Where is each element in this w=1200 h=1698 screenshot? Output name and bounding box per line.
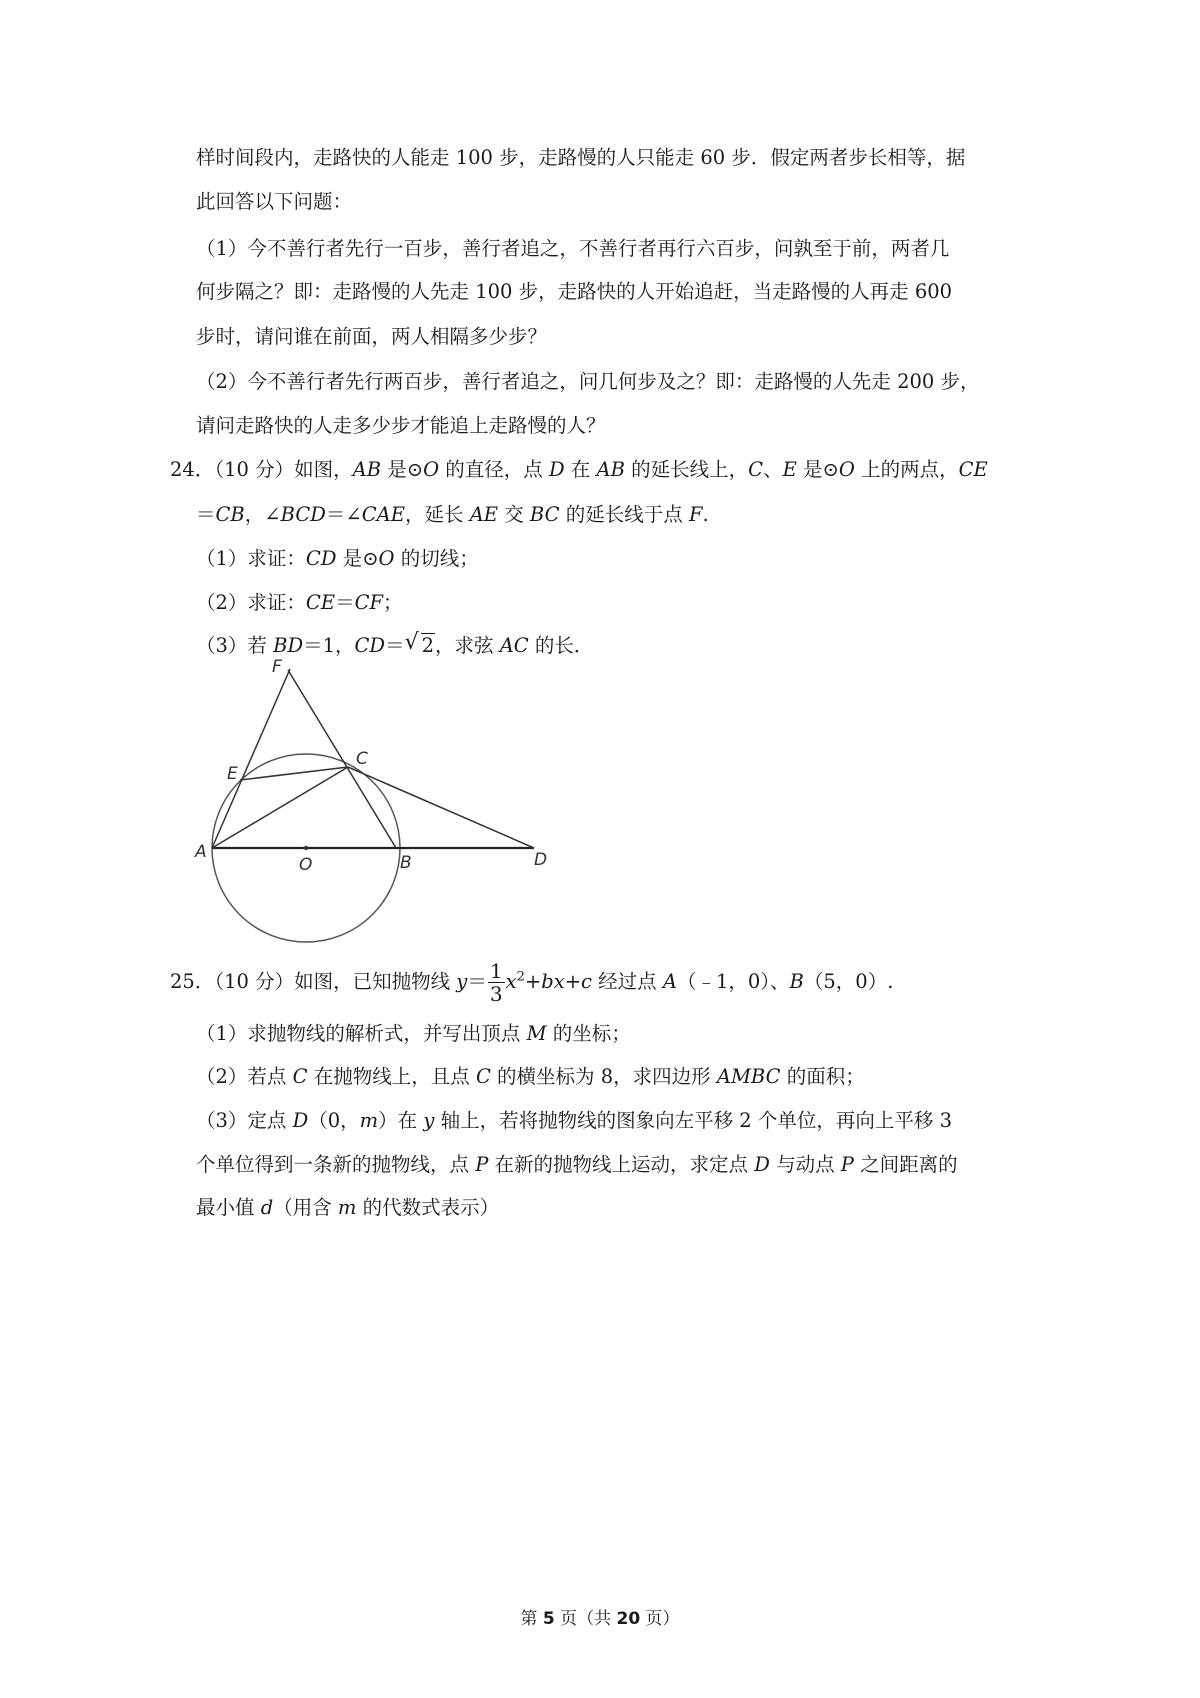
p25-var: y: [456, 970, 468, 993]
p25-text: 与动点: [769, 1153, 841, 1176]
p25-var: b: [541, 970, 554, 993]
exponent: 2: [516, 969, 525, 985]
p24-var: AC: [499, 634, 529, 657]
p24-var: CD: [354, 634, 386, 657]
footer-text: 页（共: [554, 1609, 617, 1629]
label-f: F: [272, 657, 282, 677]
footer-text: 第: [520, 1609, 543, 1629]
p24-text: ＝: [335, 591, 355, 614]
p24-q3: [196, 630, 594, 658]
sqrt-expression: [404, 630, 435, 658]
p25-var: y: [423, 1109, 435, 1132]
p25-text: 如图，已知抛物线: [294, 970, 457, 993]
p25-text: +: [524, 970, 542, 993]
p25-text: 的面积；: [780, 1065, 865, 1088]
p24-var: C: [748, 458, 764, 481]
p24-text: 交: [498, 503, 530, 526]
p24-text: 是: [796, 458, 823, 481]
p24-score: （10 分）: [214, 458, 295, 481]
p25-var: d: [260, 1196, 274, 1219]
p24-var: O: [423, 458, 440, 481]
p24-var: O: [838, 458, 855, 481]
p25-text: 经过点: [591, 970, 663, 993]
p24-text: （2）求证：: [196, 591, 306, 614]
p25-q1: [196, 1022, 631, 1046]
line-fb: [288, 670, 396, 848]
p24-text: 如图，: [294, 458, 353, 481]
angle-symbol: ∠: [264, 503, 281, 526]
p23-q2-line2: 请问走路快的人走多少步才能追上走路慢的人？: [196, 414, 606, 437]
page-number: 5: [542, 1609, 555, 1629]
label-o: O: [299, 855, 313, 875]
p24-var: BC: [529, 503, 560, 526]
p25-q3-line3: [196, 1196, 499, 1220]
p25-var: C: [475, 1065, 491, 1088]
p24-text: 是: [381, 458, 407, 481]
p25-text: ＝: [467, 970, 487, 993]
p24-q2: [196, 591, 403, 615]
p25-text: 个单位得到一条新的抛物线，点: [196, 1153, 476, 1176]
p24-q1: [196, 547, 479, 571]
p25-text: （用含: [273, 1196, 338, 1219]
p24-var: CE: [958, 458, 988, 481]
p25-q3-line1: [196, 1109, 953, 1133]
p23-q1-line1: （1）今不善行者先行一百步，善行者追之，不善行者再行六百步，问孰至于前，两者几: [196, 237, 950, 260]
p25-text: 的代数式表示）: [356, 1196, 500, 1219]
p24-var: F: [688, 503, 703, 526]
p25-text: （﹣1，0）、: [676, 970, 790, 993]
p25-text: 的横坐标为 8，求四边形: [490, 1065, 717, 1088]
p24-text: ，延长: [404, 503, 470, 526]
p24-var: CF: [354, 591, 384, 614]
p25-text: （2）若点: [196, 1065, 293, 1088]
label-d: D: [534, 850, 548, 870]
p25-var: AMBC: [716, 1065, 781, 1088]
p23-q2-line1: （2）今不善行者先行两百步，善行者追之，问几何步及之？即：走路慢的人先走 200 步，: [196, 370, 980, 393]
circle-symbol: ⊙: [406, 458, 424, 481]
p24-text: ＝: [385, 634, 405, 657]
p23-q1-line3: 步时，请问谁在前面，两人相隔多少步？: [196, 325, 548, 348]
p25-text: 的坐标；: [546, 1022, 631, 1045]
p23-q1-line2: 何步隔之？即：走路慢的人先走 100 步，走路快的人开始追赶，当走路慢的人再走 600: [196, 280, 953, 303]
p25-var: D: [292, 1109, 309, 1132]
center-point: [304, 846, 308, 850]
p24-var: AB: [596, 458, 625, 481]
fraction-numerator: 1: [489, 959, 503, 983]
p23-line1: 样时间段内，走路快的人能走 100 步，走路慢的人只能走 60 步．假定两者步长相等，据: [196, 146, 966, 169]
total-pages: 20: [616, 1609, 641, 1629]
angle-symbol: ∠: [345, 503, 362, 526]
p25-var: x: [553, 970, 565, 993]
p24-text: 的直径，点: [439, 458, 549, 481]
p25-var: m: [337, 1196, 357, 1219]
p24-text: 的长．: [528, 634, 594, 657]
geometry-figure: [195, 657, 570, 956]
p25-var: B: [789, 970, 804, 993]
p25-text: （5，0）.: [803, 970, 894, 993]
sqrt-value: 2: [421, 634, 434, 657]
p25-text: +: [564, 970, 582, 993]
p23-line2: 此回答以下问题：: [196, 190, 353, 213]
p24-var: BD: [273, 634, 304, 657]
p25-text: （3）定点: [196, 1109, 293, 1132]
p24-var: AB: [352, 458, 382, 481]
p25-text: 轴上，若将抛物线的图象向左平移 2 个单位，再向上平移 3: [434, 1109, 953, 1132]
p25-q2: [196, 1065, 865, 1089]
p24-text: ＝1，: [303, 634, 355, 657]
p25-var: m: [359, 1109, 379, 1132]
p25-stem-line1: [170, 960, 893, 1005]
p25-var: P: [475, 1153, 489, 1176]
label-a: A: [195, 842, 207, 862]
p24-text: 是: [336, 547, 363, 570]
p25-text: （0，: [308, 1109, 360, 1132]
p25-q3-line2: [196, 1153, 958, 1177]
p24-text: 上的两点，: [854, 458, 959, 481]
line-cd: [348, 767, 534, 848]
p24-text: 的延长线于点: [559, 503, 689, 526]
p24-text: ＝: [196, 503, 216, 526]
p24-text: ＝: [325, 503, 346, 526]
p25-score: （10 分）: [214, 970, 295, 993]
p24-var: AE: [469, 503, 499, 526]
p25-text: 在新的抛物线上运动，求定点: [488, 1153, 755, 1176]
p24-text: 的切线；: [394, 547, 479, 570]
fraction-denominator: 3: [489, 982, 503, 1006]
p24-text: 的延长线上，: [624, 458, 749, 481]
p25-number: 25．: [170, 970, 215, 993]
p24-var: E: [782, 458, 797, 481]
p24-var: CAE: [361, 503, 405, 526]
p24-text: .: [702, 503, 709, 526]
p25-var: x: [505, 970, 517, 993]
p24-var: O: [378, 547, 395, 570]
page-footer: [0, 1604, 1200, 1629]
p24-text: ；: [383, 591, 403, 614]
p25-text: （1）求抛物线的解析式，并写出顶点: [196, 1022, 527, 1045]
p24-text: （3）若: [196, 634, 274, 657]
p25-var: c: [581, 970, 592, 993]
p25-var: C: [292, 1065, 308, 1088]
p24-number: 24．: [170, 458, 215, 481]
p24-var: BCD: [280, 503, 326, 526]
circle-symbol: ⊙: [822, 458, 839, 481]
p24-text: 、: [763, 458, 783, 481]
p24-text: （1）求证：: [196, 547, 306, 570]
p24-var: CD: [305, 547, 337, 570]
p25-text: 之间距离的: [853, 1153, 958, 1176]
p25-var: A: [662, 970, 677, 993]
p25-text: ）在: [378, 1109, 424, 1132]
p24-stem-line1: [170, 458, 988, 482]
p25-text: 在抛物线上，且点: [307, 1065, 476, 1088]
p24-text: ，求弦: [435, 634, 500, 657]
p24-var: CE: [305, 591, 336, 614]
fraction-one-third: [488, 960, 505, 1005]
label-e: E: [227, 764, 238, 784]
p25-var: D: [754, 1153, 770, 1176]
p24-text: ，: [244, 503, 265, 526]
sqrt-symbol: √: [404, 630, 419, 655]
p25-text: 最小值: [196, 1196, 261, 1219]
label-b: B: [400, 853, 412, 873]
p24-stem-line2: [196, 503, 709, 527]
p24-var: CB: [215, 503, 245, 526]
footer-text: 页）: [640, 1609, 680, 1629]
p24-text: 在: [564, 458, 597, 481]
p24-var: D: [548, 458, 565, 481]
p25-var: M: [526, 1022, 547, 1045]
p25-var: P: [840, 1153, 854, 1176]
label-c: C: [356, 749, 368, 769]
circle-symbol: ⊙: [362, 547, 379, 570]
